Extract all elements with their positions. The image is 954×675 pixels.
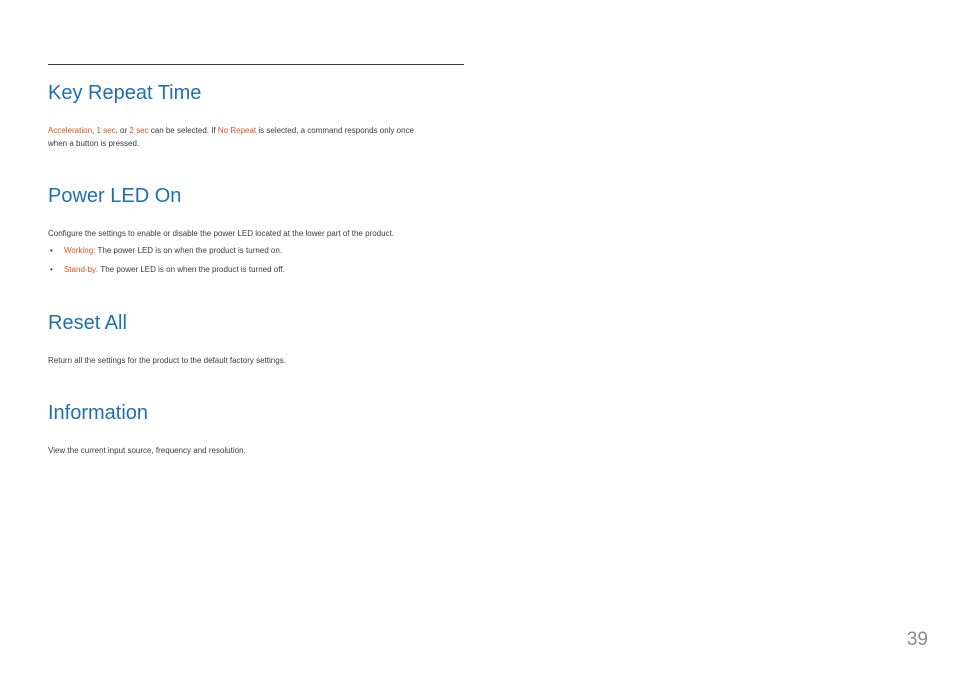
reset-all-description: Return all the settings for the product to the default factory settings. bbox=[48, 356, 286, 365]
bullet-dot: • bbox=[50, 246, 53, 255]
key-repeat-description: Acceleration, 1 sec, or 2 sec can be selected. If No Repeat is selected, a command responds only once when a button is pressed. bbox=[48, 126, 415, 148]
label-working: Working: bbox=[64, 246, 96, 255]
heading-key-repeat-time: Key Repeat Time bbox=[48, 82, 202, 104]
label-stand-by: Stand-by: bbox=[64, 265, 99, 274]
option-acceleration: Acceleration bbox=[48, 126, 93, 135]
top-divider bbox=[48, 64, 464, 65]
bullet-stand-by: • Stand-by: The power LED is on when the product is turned off. bbox=[50, 265, 285, 274]
bullet-working: • Working: The power LED is on when the product is turned on. bbox=[50, 246, 283, 255]
heading-information: Information bbox=[48, 402, 149, 424]
option-1-sec: 1 sec bbox=[96, 126, 116, 135]
option-no-repeat: No Repeat bbox=[217, 126, 257, 135]
heading-power-led-on: Power LED On bbox=[48, 185, 182, 207]
option-2-sec: 2 sec bbox=[129, 126, 149, 135]
page-number: 39 bbox=[906, 629, 928, 650]
bullet-dot: • bbox=[50, 265, 53, 274]
heading-reset-all: Reset All bbox=[48, 312, 127, 334]
information-description: View the current input source, frequency and resolution. bbox=[48, 446, 246, 455]
power-led-description: Configure the settings to enable or disable the power LED located at the lower part of the product. bbox=[48, 229, 394, 238]
